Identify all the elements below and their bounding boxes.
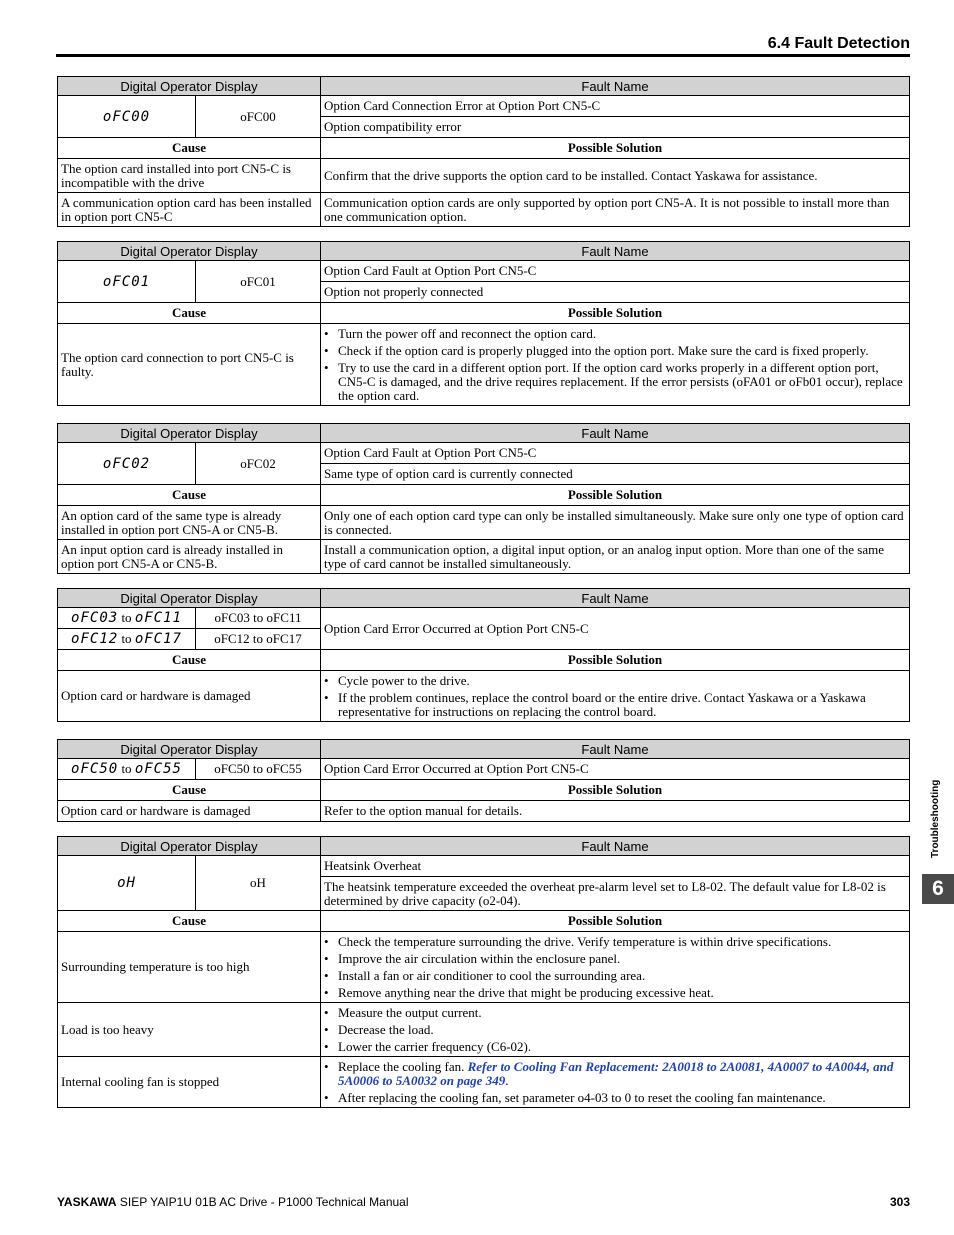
cause-cell: An option card of the same type is already installed in option port CN5-A or CN5-B. bbox=[58, 506, 321, 540]
display-header: Digital Operator Display bbox=[58, 242, 321, 261]
display-header: Digital Operator Display bbox=[58, 837, 321, 856]
solution-bullet: • Check if the option card is properly plugged into the option port. Make sure the card is fixed properly. bbox=[324, 344, 906, 358]
solution-cell: Refer to the option manual for details. bbox=[321, 801, 910, 822]
solution-list bbox=[324, 674, 906, 719]
cause-header: Cause bbox=[58, 911, 321, 932]
range-word: to bbox=[121, 610, 132, 625]
footer-brand: YASKAWA bbox=[57, 1195, 117, 1209]
solution-cell bbox=[321, 1003, 910, 1057]
seven-segment-display: oFC55 bbox=[134, 761, 182, 777]
seven-segment-display: oFC12 bbox=[71, 631, 119, 647]
seven-segment-display: oFC00 bbox=[102, 108, 151, 125]
cause-cell: The option card installed into port CN5-C is incompatible with the drive bbox=[58, 159, 321, 193]
solution-bullet: • Lower the carrier frequency (C6-02). bbox=[324, 1040, 906, 1054]
fault-name: Heatsink Overheat bbox=[321, 856, 910, 877]
fault-code: oFC00 bbox=[196, 96, 321, 138]
fault-table-ofc02 bbox=[57, 423, 910, 574]
solution-list bbox=[324, 1006, 906, 1054]
solution-bullet: • Cycle power to the drive. bbox=[324, 674, 906, 688]
fault-table-oh bbox=[57, 836, 910, 1108]
solution-header: Possible Solution bbox=[321, 650, 910, 671]
solution-list bbox=[324, 327, 906, 403]
cause-header: Cause bbox=[58, 138, 321, 159]
cause-cell: Internal cooling fan is stopped bbox=[58, 1057, 321, 1108]
solution-bullet: • Install a fan or air conditioner to cool the surrounding area. bbox=[324, 969, 906, 983]
display-header: Digital Operator Display bbox=[58, 740, 321, 759]
fault-table-ofc01 bbox=[57, 241, 910, 406]
fault-detail: The heatsink temperature exceeded the overheat pre-alarm level set to L8-02. The default value for L8-02 is determined by drive capacity (o2-04). bbox=[321, 877, 910, 911]
solution-cell bbox=[321, 932, 910, 1003]
solution-cell: Confirm that the drive supports the option card to be installed. Contact Yaskawa for assistance. bbox=[321, 159, 910, 193]
solution-cell: Communication option cards are only supported by option port CN5-A. It is not possible to install more than one communication option. bbox=[321, 193, 910, 227]
solution-bullet: • If the problem continues, replace the control board or the entire drive. Contact Yaskawa or a Yaskawa representative for instructions on replacing the control board. bbox=[324, 691, 906, 719]
fault-name: Option Card Fault at Option Port CN5-C bbox=[321, 261, 910, 282]
cause-header: Cause bbox=[58, 485, 321, 506]
seven-segment-display: oFC17 bbox=[134, 631, 182, 647]
fault-code: oFC01 bbox=[196, 261, 321, 303]
header-rule bbox=[56, 54, 910, 57]
fault-name: Option Card Fault at Option Port CN5-C bbox=[321, 443, 910, 464]
fault-name-header: Fault Name bbox=[321, 837, 910, 856]
solution-header: Possible Solution bbox=[321, 303, 910, 324]
fault-name-header: Fault Name bbox=[321, 242, 910, 261]
seven-segment-display: oFC02 bbox=[102, 455, 151, 472]
fault-detail: Option not properly connected bbox=[321, 282, 910, 303]
chapter-tab-number: 6 bbox=[922, 874, 954, 904]
solution-cell bbox=[321, 1057, 910, 1108]
page-number: 303 bbox=[889, 1195, 910, 1209]
display-header: Digital Operator Display bbox=[58, 77, 321, 96]
cross-reference-link[interactable]: Refer to Cooling Fan Replacement: 2A0018 to 2A0081, 4A0007 to 4A0044, and 5A0006 to 5A0032 on page 349 bbox=[338, 1059, 894, 1088]
solution-list bbox=[324, 1060, 906, 1105]
cause-cell: A communication option card has been installed in option port CN5-C bbox=[58, 193, 321, 227]
solution-bullet: • Measure the output current. bbox=[324, 1006, 906, 1020]
fault-code: oFC12 to oFC17 bbox=[196, 629, 321, 650]
seven-segment-display: oH bbox=[117, 875, 136, 891]
cause-cell: The option card connection to port CN5-C is faulty. bbox=[58, 324, 321, 406]
section-title: 6.4 Fault Detection bbox=[767, 35, 910, 52]
solution-cell bbox=[321, 324, 910, 406]
cause-header: Cause bbox=[58, 303, 321, 324]
solution-bullet: • Turn the power off and reconnect the option card. bbox=[324, 327, 906, 341]
cause-header: Cause bbox=[58, 650, 321, 671]
seven-segment-range bbox=[58, 629, 196, 650]
solution-header: Possible Solution bbox=[321, 780, 910, 801]
fault-detail: Option compatibility error bbox=[321, 117, 910, 138]
cause-cell: Load is too heavy bbox=[58, 1003, 321, 1057]
seven-segment-display: oFC11 bbox=[134, 610, 182, 626]
cause-cell: An input option card is already installed in option port CN5-A or CN5-B. bbox=[58, 540, 321, 574]
fault-name: Option Card Error Occurred at Option Port CN5-C bbox=[321, 759, 910, 780]
fault-code: oFC02 bbox=[196, 443, 321, 485]
seven-segment-display: oFC50 bbox=[71, 761, 119, 777]
seven-segment-range bbox=[58, 608, 196, 629]
cause-cell: Option card or hardware is damaged bbox=[58, 671, 321, 722]
fault-code: oFC50 to oFC55 bbox=[196, 759, 321, 780]
solution-bullet: • Remove anything near the drive that might be producing excessive heat. bbox=[324, 986, 906, 1000]
solution-header: Possible Solution bbox=[321, 138, 910, 159]
solution-bullet: • After replacing the cooling fan, set parameter o4-03 to 0 to reset the cooling fan maintenance. bbox=[324, 1091, 906, 1105]
range-word: to bbox=[121, 761, 132, 776]
seven-segment-display: oFC03 bbox=[71, 610, 119, 626]
solution-cell bbox=[321, 671, 910, 722]
cause-header: Cause bbox=[58, 780, 321, 801]
solution-cell: Install a communication option, a digital input option, or an analog input option. More than one of the same type of card cannot be installed simultaneously. bbox=[321, 540, 910, 574]
fault-table-ofc03-ofc17 bbox=[57, 588, 910, 722]
display-header: Digital Operator Display bbox=[58, 424, 321, 443]
seven-segment-range bbox=[58, 759, 196, 780]
fault-table-ofc50-ofc55 bbox=[57, 739, 910, 822]
fault-name: Option Card Error Occurred at Option Port CN5-C bbox=[321, 608, 910, 650]
solution-bullet: • Try to use the card in a different option port. If the option card works properly in a different option port, CN5-C is damaged, and the drive requires replacement. If the error persists (oFA01 or oFb01 occur), replace the option card. bbox=[324, 361, 906, 403]
solution-bullet: • Check the temperature surrounding the drive. Verify temperature is within drive specifications. bbox=[324, 935, 906, 949]
solution-cell: Only one of each option card type can only be installed simultaneously. Make sure only one type of option card is connected. bbox=[321, 506, 910, 540]
display-header: Digital Operator Display bbox=[58, 589, 321, 608]
bullet-text: Replace the cooling fan. bbox=[338, 1059, 468, 1074]
fault-name-header: Fault Name bbox=[321, 740, 910, 759]
bullet-text: . bbox=[505, 1073, 509, 1088]
cause-cell: Option card or hardware is damaged bbox=[58, 801, 321, 822]
footer-manual: SIEP YAIP1U 01B AC Drive - P1000 Technical Manual bbox=[116, 1195, 409, 1209]
fault-name-header: Fault Name bbox=[321, 589, 910, 608]
solution-bullet: • Decrease the load. bbox=[324, 1023, 906, 1037]
solution-header: Possible Solution bbox=[321, 911, 910, 932]
fault-name-header: Fault Name bbox=[321, 77, 910, 96]
footer-manual-title bbox=[57, 1195, 409, 1209]
solution-bullet bbox=[324, 1060, 906, 1088]
solution-list bbox=[324, 935, 906, 1000]
chapter-tab-label: Troubleshooting bbox=[930, 779, 941, 858]
fault-name: Option Card Connection Error at Option Port CN5-C bbox=[321, 96, 910, 117]
fault-name-header: Fault Name bbox=[321, 424, 910, 443]
fault-code: oFC03 to oFC11 bbox=[196, 608, 321, 629]
seven-segment-display: oFC01 bbox=[102, 273, 151, 290]
fault-code: oH bbox=[196, 856, 321, 911]
fault-table-ofc00 bbox=[57, 76, 910, 227]
cause-cell: Surrounding temperature is too high bbox=[58, 932, 321, 1003]
fault-detail: Same type of option card is currently connected bbox=[321, 464, 910, 485]
solution-header: Possible Solution bbox=[321, 485, 910, 506]
solution-bullet: • Improve the air circulation within the enclosure panel. bbox=[324, 952, 906, 966]
range-word: to bbox=[121, 631, 132, 646]
